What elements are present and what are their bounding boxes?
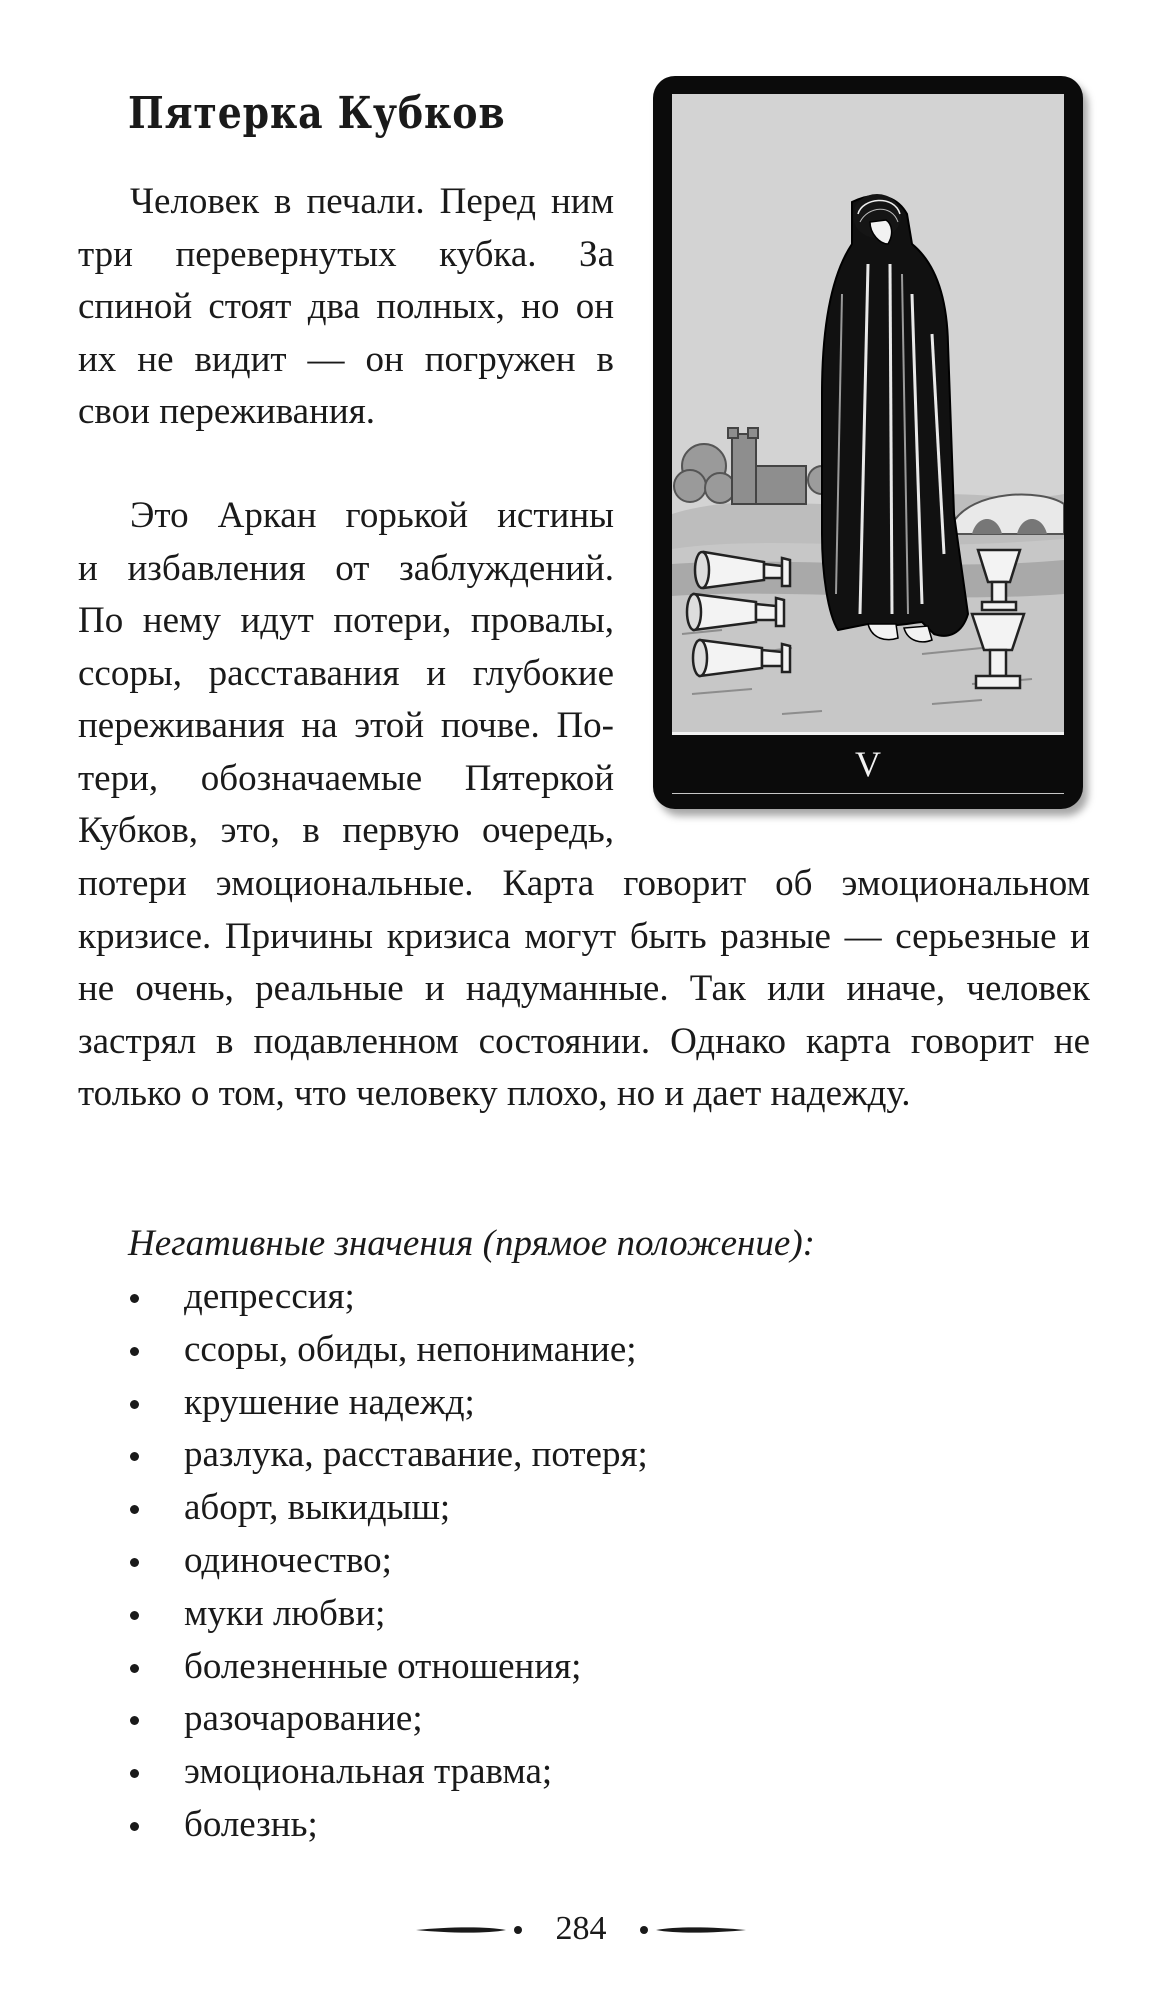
list-item-text: болезненные отношения; [184,1645,582,1687]
list-item [128,1324,648,1377]
list-item-text: эмоциональная травма; [184,1751,553,1793]
bullet-icon [130,1664,139,1673]
list-item-text: разочарование; [184,1698,423,1740]
list-item-text: крушение надежд; [184,1381,475,1423]
bullet-icon [130,1716,139,1725]
list-item [128,1429,648,1482]
bullet-icon [130,1558,139,1567]
bullet-icon [130,1452,139,1461]
bullet-icon [130,1294,139,1303]
left-ornament-icon [416,1924,526,1936]
paragraph-line: переживания на этой почве. По- [78,705,614,746]
list-item [128,1799,648,1852]
bullet-icon [130,1505,139,1514]
list-item [128,1641,648,1694]
five-of-cups-illustration [672,94,1064,794]
list-item-text: аборт, выкидыш; [184,1487,451,1529]
list-item [128,1271,648,1324]
list-item-text: разлука, расставание, потеря; [184,1434,648,1476]
right-ornament-icon [636,1924,746,1936]
list-item-text: болезнь; [184,1803,318,1845]
paragraph-line: ссоры, расставания и глубокие [78,652,614,694]
bullet-icon [130,1769,139,1778]
list-item [128,1588,648,1641]
negative-meanings-list [128,1271,648,1852]
bullet-icon [130,1611,139,1620]
list-item-text: ссоры, обиды, непонимание; [184,1328,637,1370]
tarot-card-illustration [672,94,1064,794]
bullet-icon [130,1400,139,1409]
page-number: 284 [555,1910,607,1947]
paragraph-line: и избавления от заблуждений. [78,547,614,589]
paragraph-line: тери, обозначаемые Пятеркой [78,757,614,799]
paragraph-intro: Человек в печали. Перед ним три перевернутых кубка. За спиной стоят два полных, но он их не видит — он погружен в свои переживания. [78,181,614,432]
paragraph-line: Это Аркан горькой истины [130,495,614,536]
list-item-text: муки любви; [184,1592,386,1634]
bullet-icon [130,1347,139,1356]
negative-meanings-heading: Негативные значения (прямое положение): [128,1223,815,1264]
paragraph-arcana-continuation: потери эмоциональные. Карта говорит об эмоциональном кризисе. Причины кризиса могут быть разные — серьезные и не очень, реальные и надуманные. Так или иначе, человек застрял в подавленном состоянии. Однако карта говорит не только о том, что человеку плохо, но и дает надежду. [78,863,1090,1114]
list-item [128,1693,648,1746]
bullet-icon [130,1822,139,1831]
list-item [128,1482,648,1535]
paragraph-line: По нему идут потери, провалы, [78,600,614,641]
list-item [128,1746,648,1799]
list-item [128,1377,648,1430]
list-item [128,1535,648,1588]
paragraph-arcana-beside-card [78,490,614,858]
page-title: Пятерка Кубков [128,88,506,139]
list-item-text: одиночество; [184,1539,392,1581]
list-item-text: депрессия; [184,1276,355,1317]
paragraph-line: Кубков, это, в первую очередь, [78,810,614,851]
page-footer [0,1904,1162,1954]
card-numeral: V [672,732,1064,793]
